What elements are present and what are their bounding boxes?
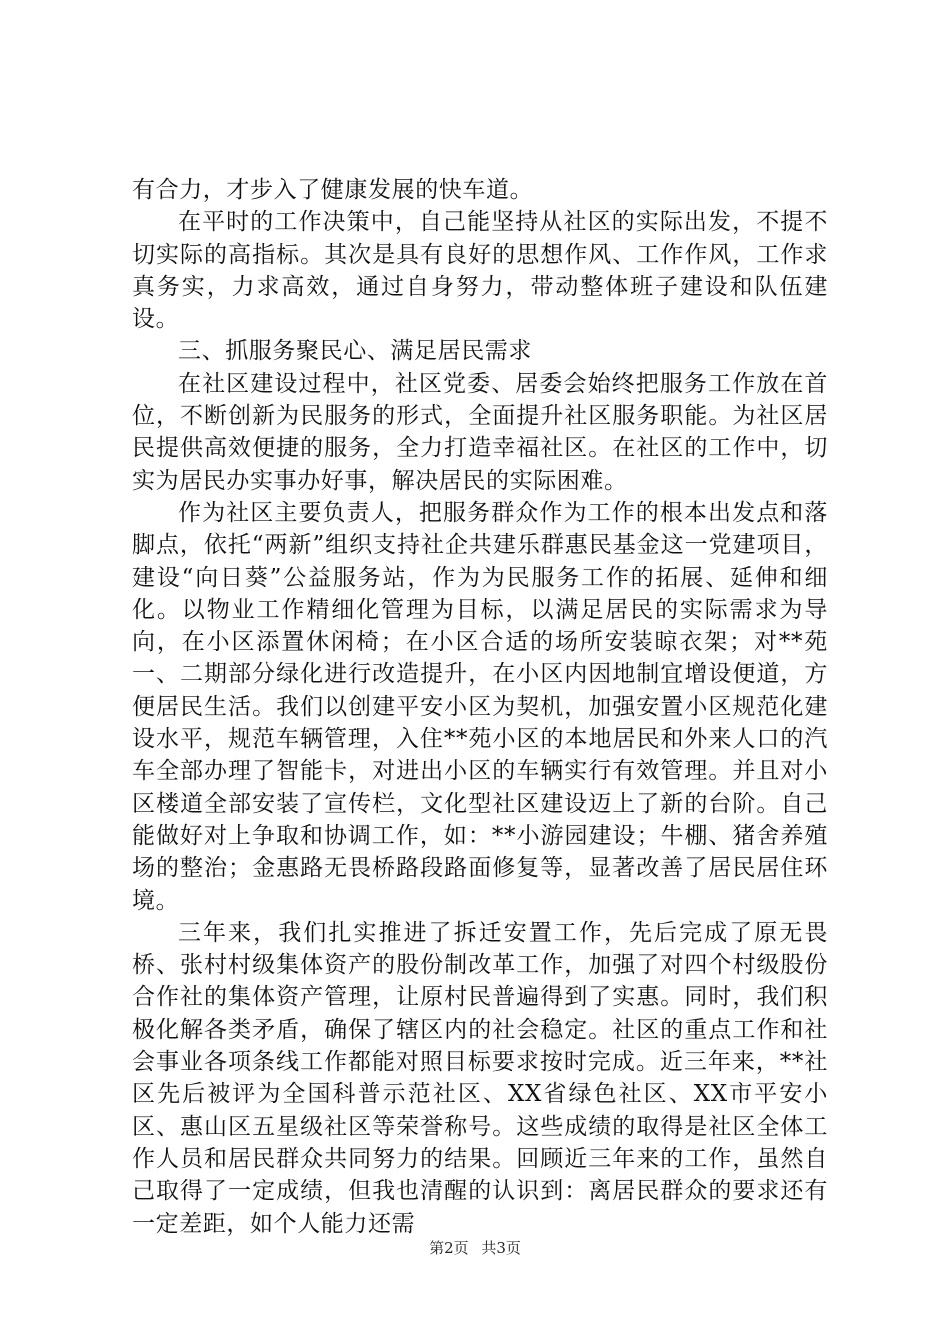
paragraph-1: 有合力，才步入了健康发展的快车道。 [132,177,534,203]
paragraph-4: 作为社区主要负责人，把服务群众作为工作的根本出发点和落脚点，依托“两新”组织支持社企共建乐群惠民基金这一党建项目，建设“向日葵”公益服务站，作为为民服务工作的拓展、延伸和细化。以物业工作精细化管理为目标，以满足居民的实际需求为导向，在小区添置休闲椅；在小区合适的场所安装晾衣架；对**苑一、二期部分绿化进行改造提升，在小区内因地制宜增设便道，方便居民生活。我们以创建平安小区为契机，加强安置小区规范化建设水平，规范车辆管理，入住**苑小区的本地居民和外来人口的汽车全部办理了智能卡，对进出小区的车辆实行有效管理。并且对小区楼道全部安装了宣传栏，文化型社区建设迈上了新的台阶。自己能做好对上争取和协调工作，如：**小游园建设；牛棚、猪舍养殖场的整治；金惠路无畏桥路段路面修复等，显著改善了居民居住环境。 [132,499,828,914]
paragraph-5: 三年来，我们扎实推进了拆迁安置工作，先后完成了原无畏桥、张村村级集体资产的股份制改革工作，加强了对四个村级股份合作社的集体资产管理，让原村民普遍得到了实惠。同时，我们积极化解各类矛盾，确保了辖区内的社会稳定。社区的重点工作和社会事业各项条线工作都能对照目标要求按时完成。近三年来，**社区先后被评为全国科普示范社区、XX省绿色社区、XX市平安小区、惠山区五星级社区等荣誉称号。这些成绩的取得是社区全体工作人员和居民群众共同努力的结果。回顾近三年来的工作，虽然自己取得了一定成绩，但我也清醒的认识到：离居民群众的要求还有一定差距，如个人能力还需 [132,919,828,1237]
page-number: 第2页 [429,1239,469,1257]
paragraph-2: 在平时的工作决策中，自己能坚持从社区的实际出发，不提不切实际的高指标。其次是具有良好的思想作风、工作作风，工作求真务实，力求高效，通过自身努力，带动整体班子建设和队伍建设。 [132,209,828,333]
section-heading: 三、抓服务聚民心、满足居民需求 [178,338,532,365]
document-body [132,174,828,1240]
paragraph-3: 在社区建设过程中，社区党委、居委会始终把服务工作放在首位，不断创新为民服务的形式，全面提升社区服务职能。为社区居民提供高效便捷的服务，全力打造幸福社区。在社区的工作中，切实为居民办实事办好事，解决居民的实际困难。 [132,370,828,494]
page-footer [0,1238,950,1258]
page-total: 共3页 [481,1239,521,1257]
